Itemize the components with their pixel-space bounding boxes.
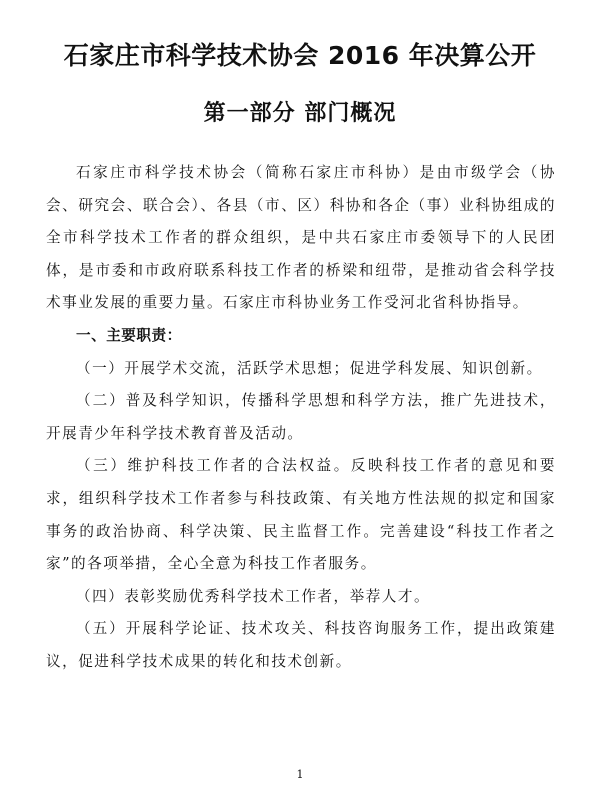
duty-item-1: （一）开展学术交流，活跃学术思想；促进学科发展、知识创新。 [76, 359, 543, 377]
section-title: 第一部分 部门概况 [203, 100, 397, 126]
page-number: 1 [296, 768, 304, 781]
intro-paragraph: 石家庄市科学技术协会（简称石家庄市科协）是由市级学会（协会、研究会、联合会）、各县（市、区）科协和各企（事）业科协组成的全市科学技术工作者的群众组织，是中共石家庄市委领导下的人民团体，是市委和市政府联系科技工作者的桥梁和纽带，是推动省会科学技术事业发展的重要力量。石家庄市科协业务工作受河北省科协指导。 [46, 164, 556, 312]
document-title: 石家庄市科学技术协会 2016 年决算公开 [63, 41, 537, 70]
duty-item-3: （三）维护科技工作者的合法权益。反映科技工作者的意见和要求，组织科学技术工作者参与科技政策、有关地方性法规的拟定和国家事务的政治协商、科学决策、民主监督工作。完善建设“科技工作者之家”的各项举措，全心全意为科技工作者服务。 [46, 457, 556, 573]
document-body [46, 157, 556, 679]
duty-item-2: （二）普及科学知识，传播科学思想和科学方法，推广先进技术，开展青少年科学技术教育普及活动。 [46, 392, 556, 442]
duty-item-5: （五）开展科学论证、技术攻关、科技咨询服务工作，提出政策建议，促进科学技术成果的转化和技术创新。 [46, 620, 556, 670]
duty-item-4: （四）表彰奖励优秀科学技术工作者，举荐人才。 [76, 587, 431, 605]
duties-heading: 一、主要职责： [76, 326, 182, 344]
